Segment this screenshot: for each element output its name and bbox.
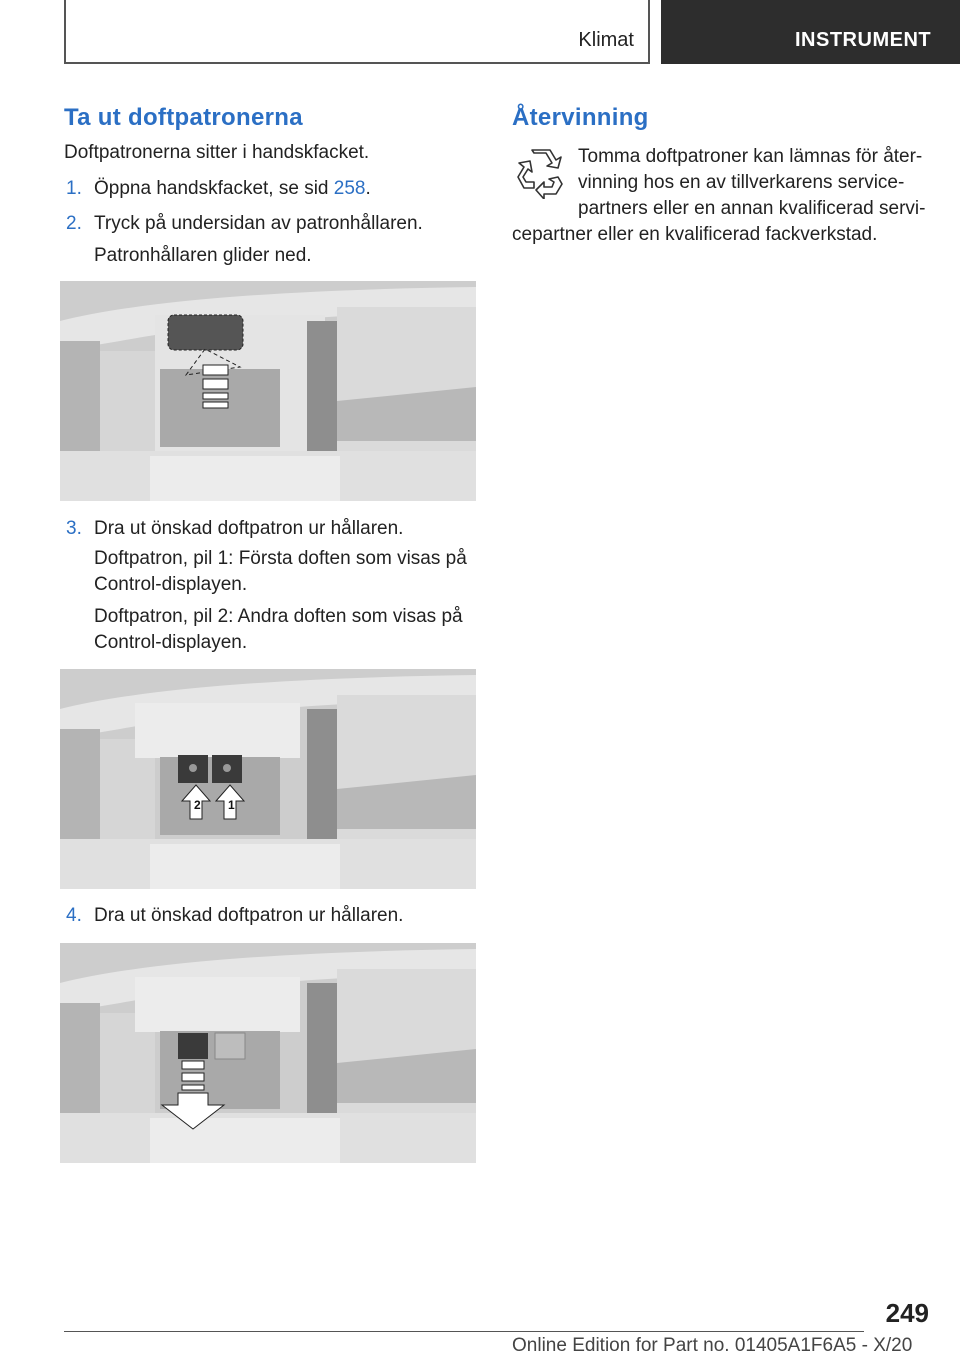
section-heading-remove-cartridges: Ta ut doftpatronerna xyxy=(64,104,303,131)
intro-text: Doftpatronerna sitter i handskfacket. xyxy=(64,142,370,163)
arrow-label-2: 2 xyxy=(194,798,201,812)
arrow-label-1: 1 xyxy=(228,798,235,812)
step-number: 2. xyxy=(66,213,82,234)
step-text: Dra ut önskad doftpatron ur hållaren. xyxy=(94,518,404,539)
step-text: Dra ut önskad doftpatron ur hållaren. xyxy=(94,905,404,926)
step-note: Doftpatron, pil 1: Första doften som visas på xyxy=(94,548,467,569)
page-number: 249 xyxy=(885,1298,929,1328)
step-number: 1. xyxy=(66,178,82,199)
step-note: Control-displayen. xyxy=(94,632,248,653)
step-number: 4. xyxy=(66,905,82,926)
chapter-tab[interactable] xyxy=(661,0,960,64)
recycling-text-line: cepartner eller en kvalificerad fackverkstad. xyxy=(512,224,878,245)
footer-edition: Online Edition for Part no. 01405A1F6A5 - X/20 xyxy=(512,1335,913,1356)
step-text: Tryck på undersidan av patronhållaren. xyxy=(94,213,423,234)
photo-glovebox-press-holder xyxy=(60,281,476,501)
photo-cartridges-arrows xyxy=(60,669,476,889)
step-number: 3. xyxy=(66,518,82,539)
recycle-icon xyxy=(514,147,566,199)
footer-divider xyxy=(64,1331,864,1332)
step-note: Control-displayen. xyxy=(94,574,248,595)
photo-pull-cartridge xyxy=(60,943,476,1163)
step-note: Doftpatron, pil 2: Andra doften som visas på xyxy=(94,606,463,627)
section-heading-recycling: Återvinning xyxy=(512,104,649,131)
recycling-text-line: partners eller en annan kvalificerad servi- xyxy=(578,198,926,219)
step-text: Öppna handskfacket, se sid 258. xyxy=(94,178,371,199)
page-link[interactable]: 258 xyxy=(333,178,366,199)
recycling-text-line: vinning hos en av tillverkarens service- xyxy=(578,172,905,193)
recycling-text-line: Tomma doftpatroner kan lämnas för åter- xyxy=(578,146,923,167)
chapter-tab-label: INSTRUMENT xyxy=(795,29,932,51)
section-title: Klimat xyxy=(578,29,634,51)
header-frame xyxy=(64,0,650,64)
step-note: Patronhållaren glider ned. xyxy=(94,245,312,266)
